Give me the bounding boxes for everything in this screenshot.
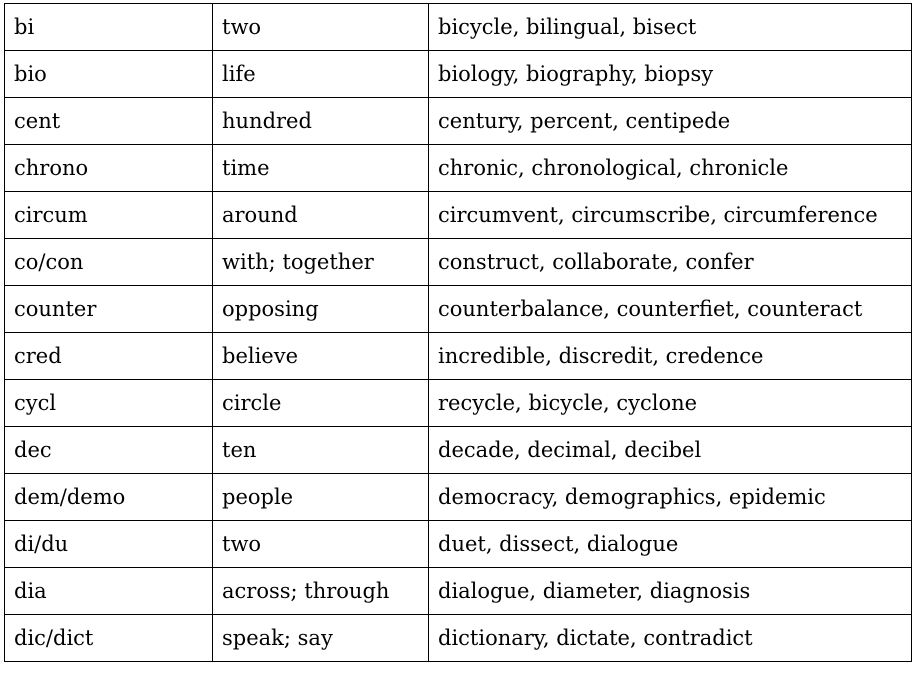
- root-cell: dem/demo: [5, 474, 213, 521]
- meaning-cell: believe: [213, 333, 429, 380]
- meaning-cell: circle: [213, 380, 429, 427]
- examples-cell: biology, biography, biopsy: [429, 51, 912, 98]
- meaning-cell: two: [213, 4, 429, 51]
- root-cell: cred: [5, 333, 213, 380]
- examples-cell: chronic, chronological, chronicle: [429, 145, 912, 192]
- root-cell: di/du: [5, 521, 213, 568]
- table-row: [5, 145, 912, 192]
- meaning-cell: opposing: [213, 286, 429, 333]
- meaning-cell: with; together: [213, 239, 429, 286]
- root-cell: dia: [5, 568, 213, 615]
- table-row: [5, 474, 912, 521]
- table-row: [5, 427, 912, 474]
- examples-cell: circumvent, circumscribe, circumference: [429, 192, 912, 239]
- root-cell: dic/dict: [5, 615, 213, 662]
- examples-cell: dictionary, dictate, contradict: [429, 615, 912, 662]
- meaning-cell: hundred: [213, 98, 429, 145]
- examples-cell: century, percent, centipede: [429, 98, 912, 145]
- word-roots-table: [4, 3, 912, 662]
- table-row: [5, 286, 912, 333]
- meaning-cell: speak; say: [213, 615, 429, 662]
- examples-cell: duet, dissect, dialogue: [429, 521, 912, 568]
- examples-cell: bicycle, bilingual, bisect: [429, 4, 912, 51]
- root-cell: cent: [5, 98, 213, 145]
- root-cell: circum: [5, 192, 213, 239]
- table-row: [5, 521, 912, 568]
- examples-cell: construct, collaborate, confer: [429, 239, 912, 286]
- meaning-cell: life: [213, 51, 429, 98]
- table-row: [5, 568, 912, 615]
- table-row: [5, 380, 912, 427]
- root-cell: counter: [5, 286, 213, 333]
- root-cell: co/con: [5, 239, 213, 286]
- examples-cell: incredible, discredit, credence: [429, 333, 912, 380]
- meaning-cell: two: [213, 521, 429, 568]
- table-row: [5, 333, 912, 380]
- examples-cell: counterbalance, counterfiet, counteract: [429, 286, 912, 333]
- meaning-cell: people: [213, 474, 429, 521]
- table-row: [5, 239, 912, 286]
- examples-cell: democracy, demographics, epidemic: [429, 474, 912, 521]
- meaning-cell: around: [213, 192, 429, 239]
- examples-cell: dialogue, diameter, diagnosis: [429, 568, 912, 615]
- root-cell: bio: [5, 51, 213, 98]
- table-row: [5, 51, 912, 98]
- root-cell: dec: [5, 427, 213, 474]
- meaning-cell: across; through: [213, 568, 429, 615]
- root-cell: bi: [5, 4, 213, 51]
- examples-cell: decade, decimal, decibel: [429, 427, 912, 474]
- meaning-cell: time: [213, 145, 429, 192]
- meaning-cell: ten: [213, 427, 429, 474]
- table-row: [5, 4, 912, 51]
- table-row: [5, 98, 912, 145]
- table-row: [5, 615, 912, 662]
- table-row: [5, 192, 912, 239]
- examples-cell: recycle, bicycle, cyclone: [429, 380, 912, 427]
- root-cell: cycl: [5, 380, 213, 427]
- root-cell: chrono: [5, 145, 213, 192]
